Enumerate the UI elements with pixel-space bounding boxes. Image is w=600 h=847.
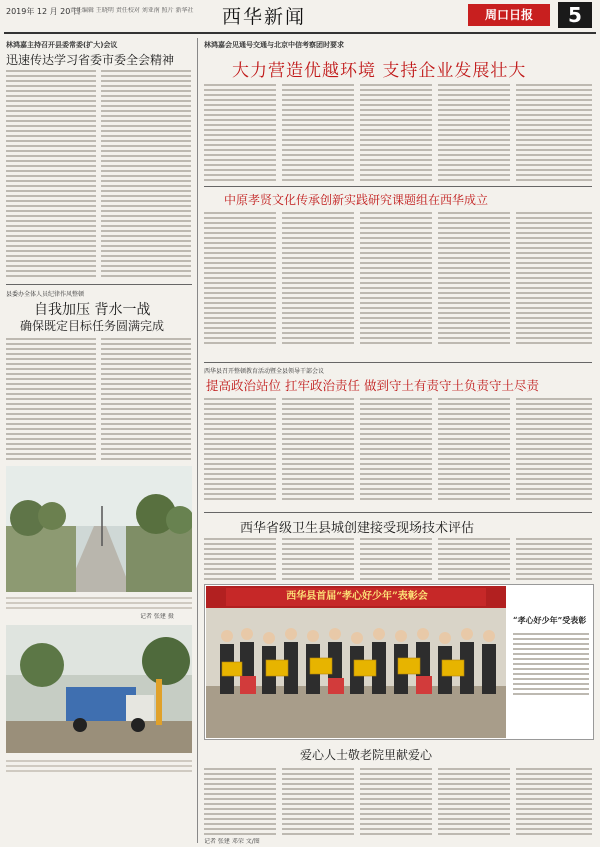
article-1-headline: 迅速传达学习省委市委全会精神 bbox=[6, 53, 175, 67]
article-2-body-col4 bbox=[438, 84, 510, 181]
article-3-body-col1 bbox=[204, 212, 276, 344]
road-photo-credit: 记者 张建 摄 bbox=[140, 613, 174, 620]
truck-photo bbox=[6, 625, 192, 753]
article-6-body-col1 bbox=[204, 538, 276, 580]
article-6-headline: 西华省级卫生县城创建接受现场技术评估 bbox=[240, 521, 475, 536]
article-6-body-col3 bbox=[360, 538, 432, 580]
article-3-headline: 中原孝贤文化传承创新实践研究课题组在西华成立 bbox=[224, 193, 489, 207]
award-banner-text: 西华县首届“孝心好少年”表彰会 bbox=[286, 591, 428, 602]
article-2-body-col5 bbox=[516, 84, 592, 181]
article-5-body-col2 bbox=[282, 398, 354, 500]
award-photo bbox=[206, 586, 506, 738]
bottom-credit: 记者 张建 邓荣 文/图 bbox=[204, 838, 260, 845]
article-7-headline: 爱心人士敬老院里献爱心 bbox=[300, 748, 433, 762]
article-3-divider bbox=[204, 362, 592, 363]
article-7-body-col4 bbox=[438, 768, 510, 835]
award-photo-caption bbox=[513, 633, 589, 695]
truck-photo-caption bbox=[6, 760, 192, 772]
newspaper-logo: 周口日报 bbox=[468, 4, 550, 26]
article-2-body-col2 bbox=[282, 84, 354, 181]
article-4-body-right bbox=[101, 338, 191, 460]
article-2-divider bbox=[204, 186, 592, 187]
article-5-divider bbox=[204, 512, 592, 513]
header-rule bbox=[4, 32, 596, 34]
article-3-body-col3 bbox=[360, 212, 432, 344]
article-5-body-col1 bbox=[204, 398, 276, 500]
issue-date: 2019年 12 月 20 日 bbox=[6, 7, 81, 16]
award-photo-frame bbox=[204, 584, 594, 740]
article-6-body-col5 bbox=[516, 538, 592, 580]
article-6-body-col2 bbox=[282, 538, 354, 580]
article-6-body-col4 bbox=[438, 538, 510, 580]
issue-meta: 责任编辑 王晓明 责任校对 刘亚南 照片 新华社 bbox=[70, 7, 194, 14]
article-4-headline-line2: 确保既定目标任务圆满完成 bbox=[20, 319, 165, 333]
article-3-body-col5 bbox=[516, 212, 592, 344]
article-4-headline-line1: 自我加压 背水一战 bbox=[34, 302, 151, 318]
page-number: 5 bbox=[558, 2, 592, 28]
article-5-kicker: 西华县召开整顿教育活动暨全县领导干部会议 bbox=[204, 368, 325, 375]
article-5-body-col3 bbox=[360, 398, 432, 500]
road-photo-caption bbox=[6, 597, 192, 609]
article-4-body-left bbox=[6, 338, 96, 460]
article-3-body-col4 bbox=[438, 212, 510, 344]
article-7-body-col1 bbox=[204, 768, 276, 835]
column-divider bbox=[197, 38, 198, 843]
article-1-body-right bbox=[101, 70, 191, 277]
article-7-body-col2 bbox=[282, 768, 354, 835]
article-2-body-col3 bbox=[360, 84, 432, 181]
award-photo-caption-title: “孝心好少年”受表彰 bbox=[513, 615, 587, 625]
article-1-kicker: 林鸿嘉主持召开县委常委(扩大)会议 bbox=[6, 41, 118, 49]
article-5-body-col4 bbox=[438, 398, 510, 500]
article-1-body-left bbox=[6, 70, 96, 277]
article-2-kicker: 林鸿嘉会见通号交通与北京中信考察团时要求 bbox=[204, 41, 344, 49]
section-masthead: 西华新闻 bbox=[222, 6, 307, 28]
article-2-body-col1 bbox=[204, 84, 276, 181]
article-7-body-col5 bbox=[516, 768, 592, 835]
road-photo bbox=[6, 466, 192, 592]
article-5-headline: 提高政治站位 扛牢政治责任 做到守土有责守土负责守土尽责 bbox=[206, 378, 539, 393]
article-7-body-col3 bbox=[360, 768, 432, 835]
article-4-kicker: 县委办全体人员纪律作风整顿 bbox=[6, 291, 85, 298]
article-1-divider bbox=[6, 284, 192, 285]
article-2-headline: 大力营造优越环境 支持企业发展壮大 bbox=[232, 61, 527, 81]
article-5-body-col5 bbox=[516, 398, 592, 500]
article-3-body-col2 bbox=[282, 212, 354, 344]
